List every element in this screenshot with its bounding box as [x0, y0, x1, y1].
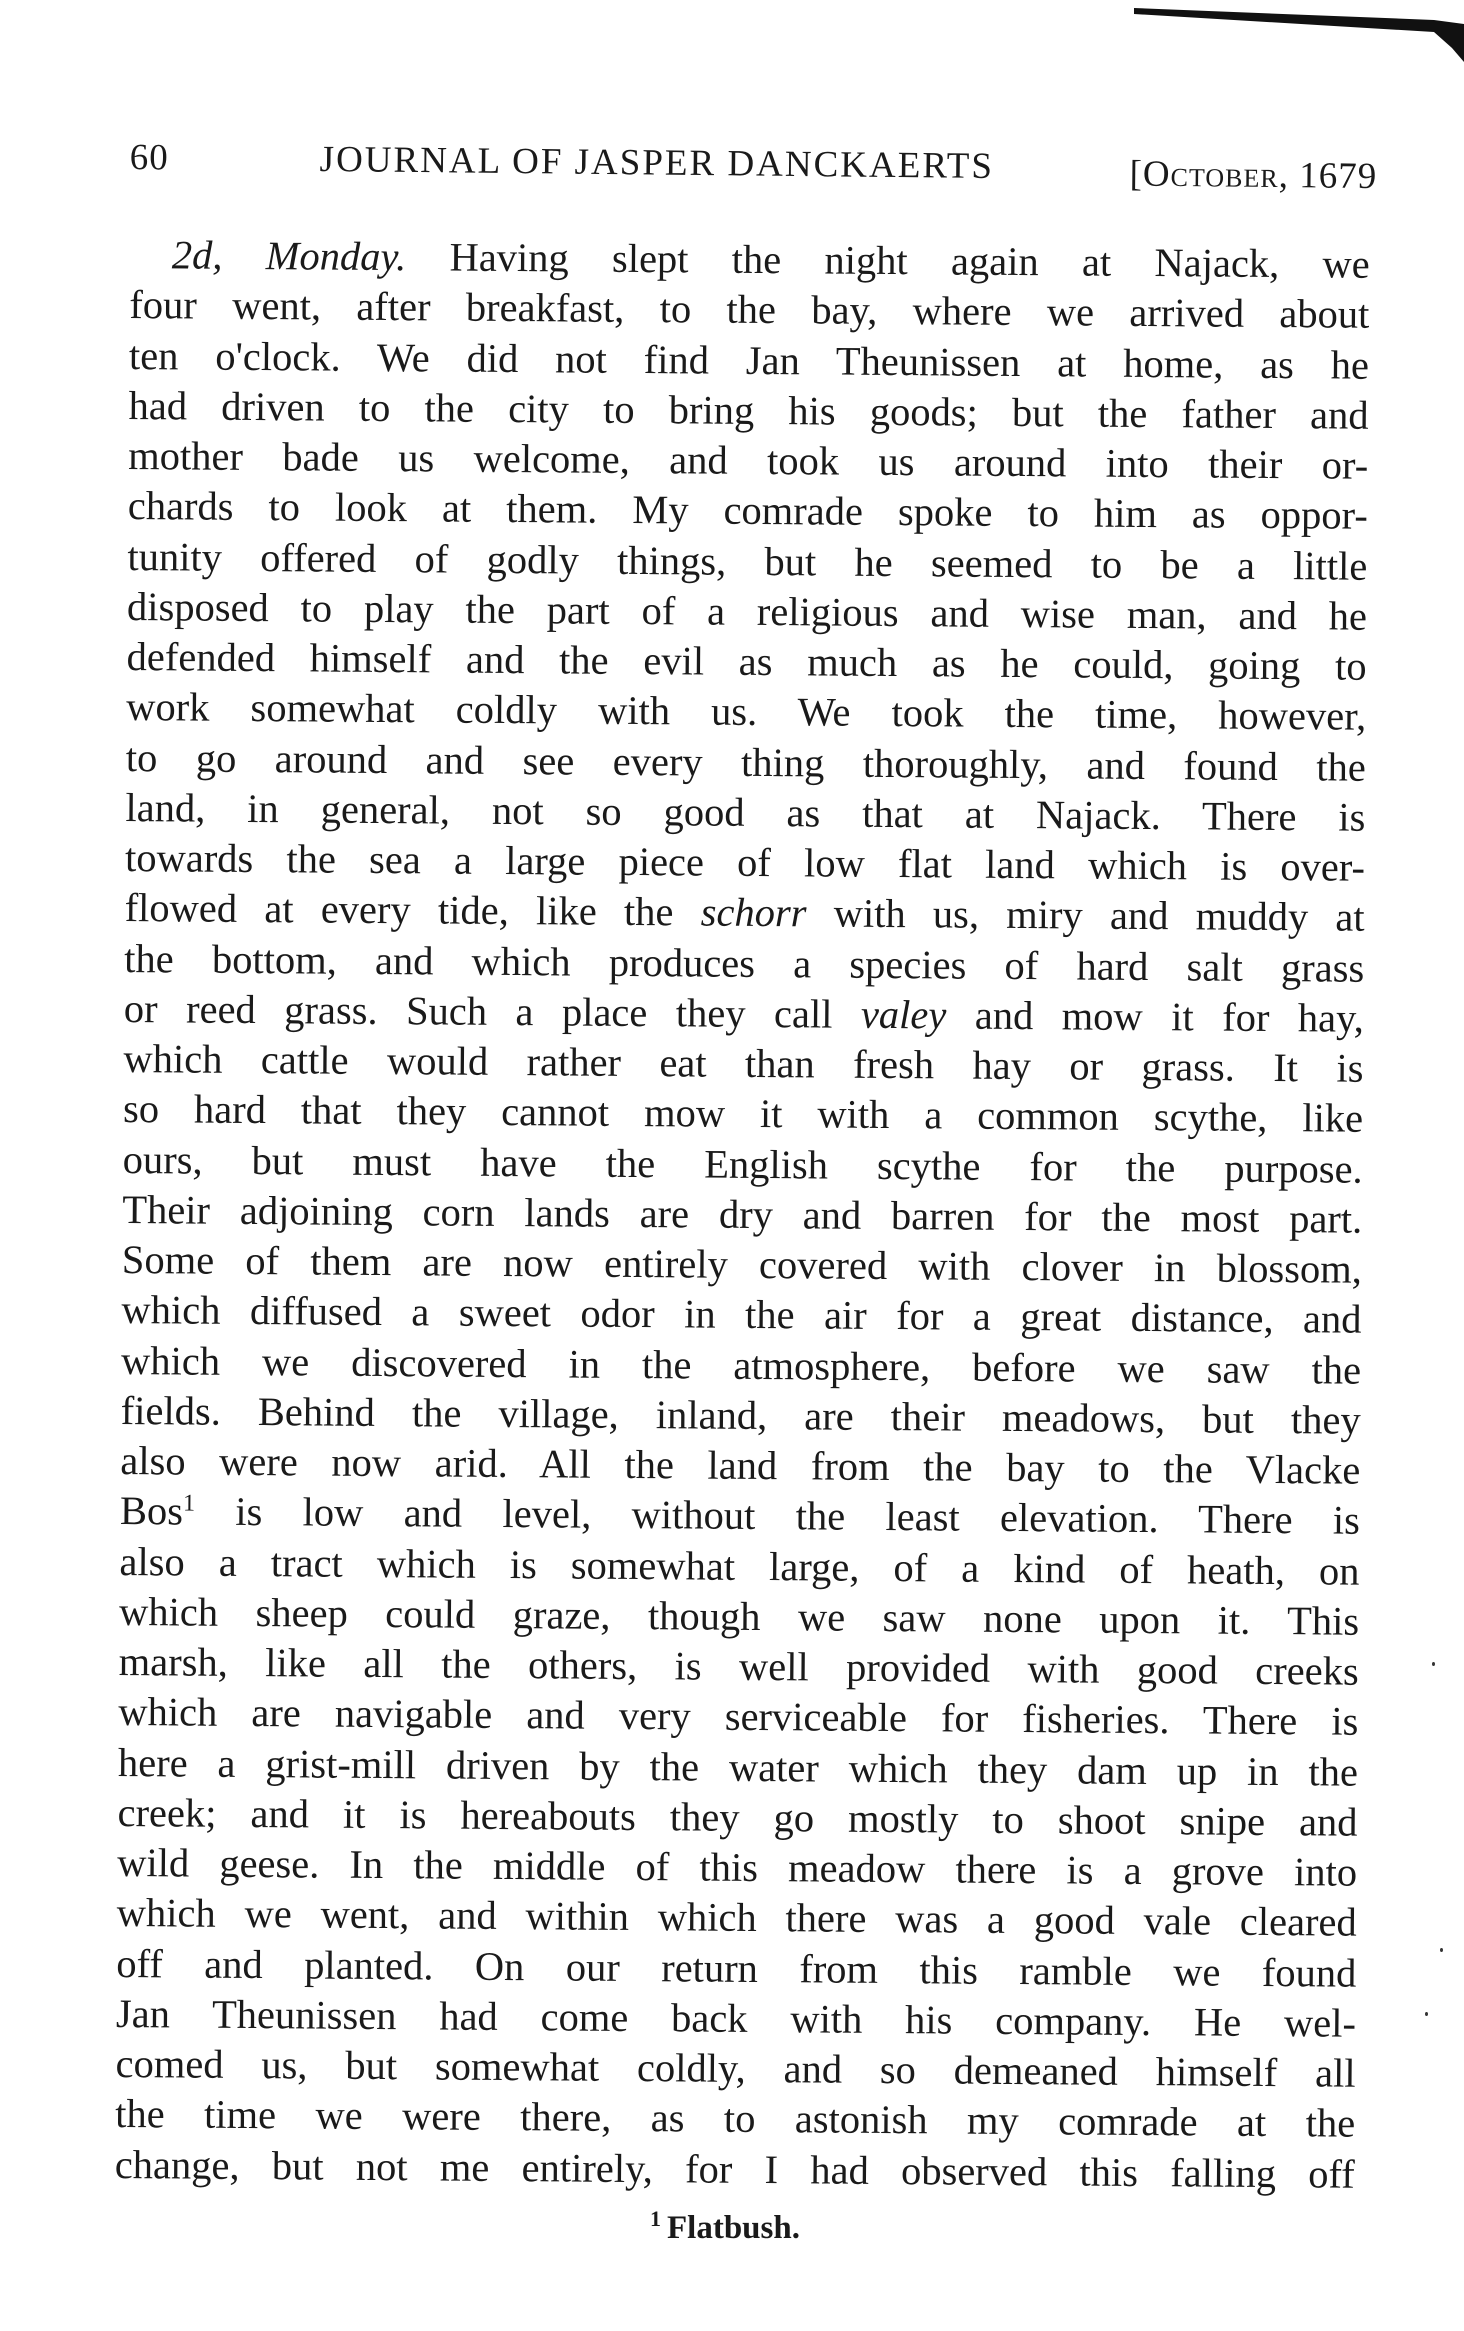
text-line: Some of them are now entirely covered with clover in blossom,: [121, 1236, 1363, 1292]
text-line: flowed at every tide, like the schorr with us, miry and muddy at: [124, 885, 1365, 940]
text-line: which sheep could graze, though we saw none upon it. This: [118, 1588, 1360, 1644]
text-line: which diffused a sweet odor in the air for a great distance, and: [121, 1287, 1362, 1342]
scan-speck: [1432, 1662, 1435, 1666]
text-line: ours, but must have the English scythe for the purpose.: [122, 1136, 1363, 1192]
italic-term: valey: [860, 991, 947, 1038]
text-line: wild geese. In the middle of this meadow there is a grove into: [117, 1839, 1358, 1895]
text-line: defended himself and the evil as much as he could, going to: [126, 633, 1367, 689]
text-line: also were now arid. All the land from the bay to the Vlacke: [120, 1437, 1361, 1493]
text-line: also a tract which is somewhat large, of a kind of heath, on: [119, 1538, 1360, 1594]
text-line: the time we were there, as to astonish my comrade at the: [115, 2091, 1356, 2146]
text-line: which we discovered in the atmosphere, before we saw the: [120, 1337, 1362, 1393]
footnote-text: Flatbush.: [667, 2210, 800, 2246]
text-line: change, but not me entirely, for I had observed this falling off: [114, 2141, 1355, 2197]
entry-date: 2d, Monday.: [171, 232, 407, 280]
text-line: or reed grass. Such a place they call valey and mow it for hay,: [123, 985, 1365, 1041]
scan-corner-mark: [1134, 0, 1464, 80]
text-line: which cattle would rather eat than fresh hay or grass. It is: [123, 1035, 1364, 1091]
text-line: tunity offered of godly things, but he seemed to be a little: [127, 533, 1368, 589]
text-line: mother bade us welcome, and took us around into their or-: [128, 432, 1369, 488]
italic-term: schorr: [700, 889, 807, 936]
text-line: land, in general, not so good as that at Najack. There is: [125, 784, 1366, 840]
running-header: [129, 128, 1385, 211]
text-line: fields. Behind the village, inland, are their meadows, but they: [120, 1387, 1361, 1443]
footnote-marker: 1: [650, 2206, 661, 2231]
page-number: 60: [129, 136, 169, 179]
footnote: [650, 2206, 800, 2247]
text-line: Bos$^1$ is low and level, without the least elevation. There is: [119, 1488, 1361, 1543]
text-line: which we went, and within which there was a good vale cleared: [116, 1890, 1357, 1945]
text-line: had driven to the city to bring his goods; but the father and: [128, 382, 1369, 438]
running-title: JOURNAL OF JASPER DANCKAERTS: [319, 138, 995, 188]
text-line: which are navigable and very serviceable for fisheries. There is: [118, 1689, 1359, 1744]
scan-speck: [1425, 2012, 1428, 2016]
text-line: work somewhat coldly with us. We took the time, however,: [126, 684, 1367, 739]
text-line: marsh, like all the others, is well provided with good creeks: [118, 1638, 1359, 1694]
text-line: comed us, but somewhat coldly, and so demeaned himself all: [115, 2040, 1356, 2096]
text-line: ten o'clock. We did not find Jan Theunissen at home, as he: [128, 332, 1370, 388]
running-date: [October, 1679: [1129, 153, 1378, 198]
text-line: here a grist-mill driven by the water which they dam up in the: [117, 1739, 1359, 1795]
text-line: towards the sea a large piece of low flat land which is over-: [124, 834, 1366, 890]
text-line: off and planted. On our return from this ramble we found: [116, 1940, 1357, 1996]
text-line: Jan Theunissen had come back with his company. He wel-: [115, 1990, 1357, 2046]
text-line: creek; and it is hereabouts they go mostly to shoot snipe and: [117, 1789, 1358, 1845]
scan-speck: [1440, 1948, 1443, 1952]
text-line: Their adjoining corn lands are dry and barren for the most part.: [122, 1186, 1363, 1242]
text-line: 2d, Monday. Having slept the night again at Najack, we: [171, 232, 1370, 287]
text-line: to go around and see every thing thoroughly, and found the: [125, 734, 1366, 790]
text-line: four went, after breakfast, to the bay, where we arrived about: [129, 282, 1370, 337]
journal-body: [115, 230, 1370, 2199]
text-line: the bottom, and which produces a species of hard salt grass: [124, 935, 1365, 991]
footnote-reference[interactable]: 1: [182, 1490, 196, 1517]
text-line: so hard that they cannot mow it with a common scythe, like: [122, 1086, 1364, 1141]
text-line: disposed to play the part of a religious and wise man, and he: [126, 583, 1368, 639]
text-line: chards to look at them. My comrade spoke to him as oppor-: [127, 483, 1368, 538]
